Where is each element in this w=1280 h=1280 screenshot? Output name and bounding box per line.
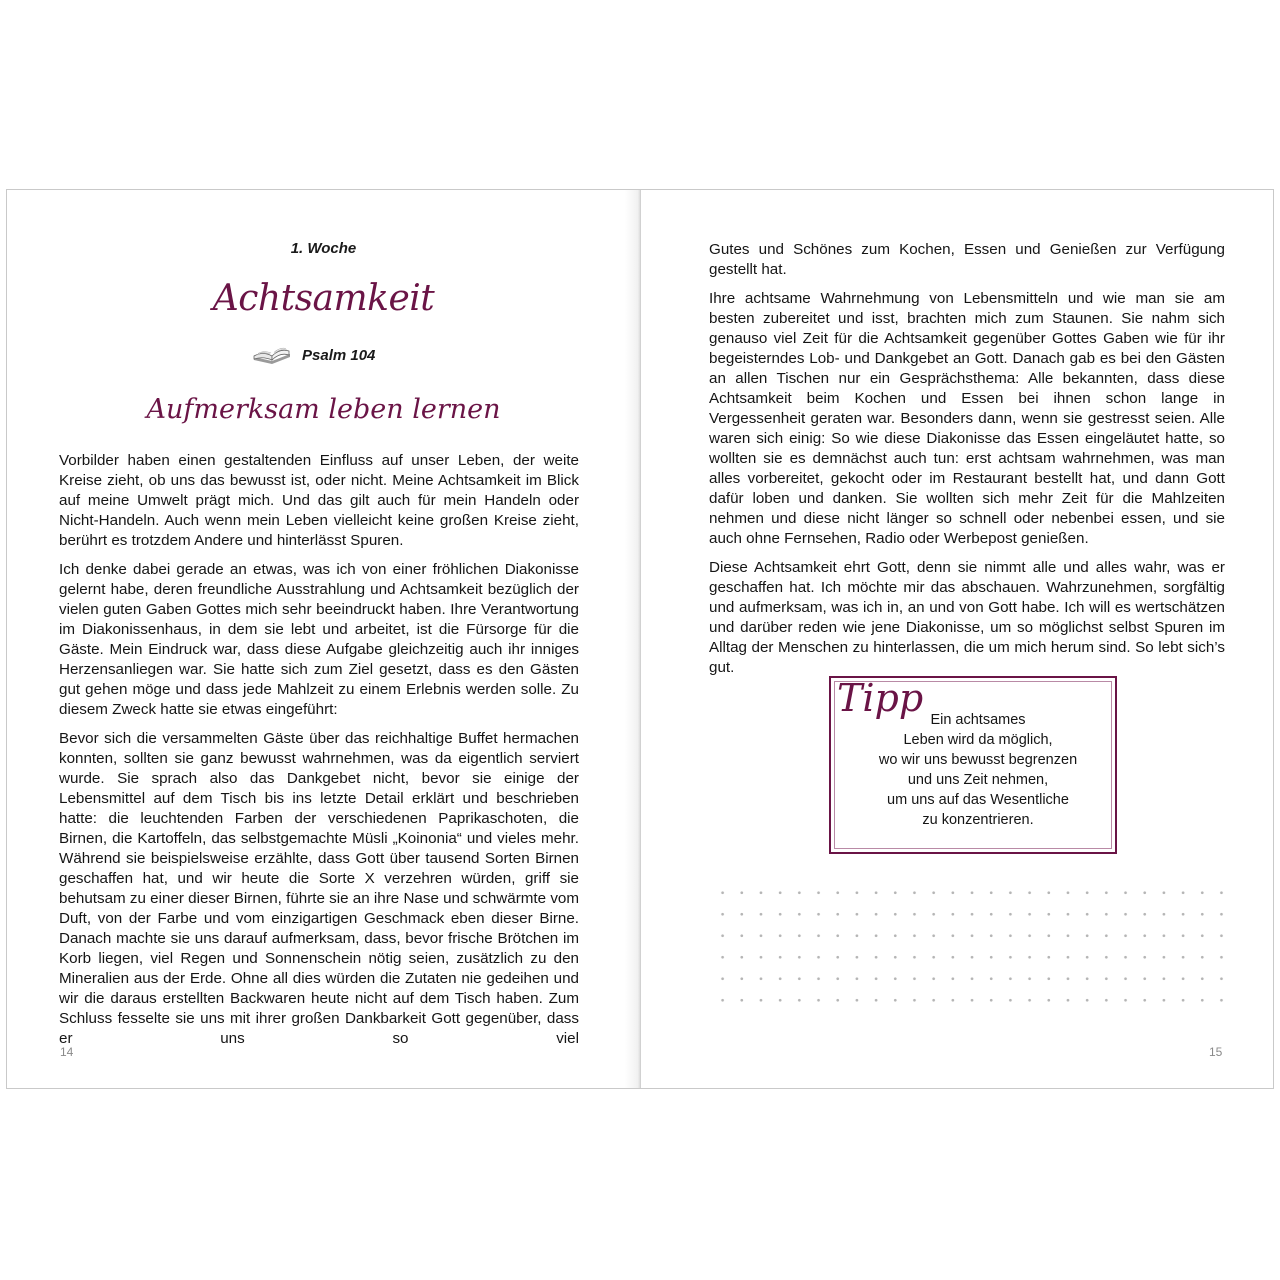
tip-line: Ein achtsames bbox=[930, 712, 1026, 728]
tip-line: zu konzentrieren. bbox=[922, 812, 1034, 828]
chapter-title: Achtsamkeit bbox=[212, 278, 435, 319]
tip-box bbox=[829, 676, 1117, 854]
paragraph: Diese Achtsamkeit ehrt Gott, denn sie nimmt alle und alles wahr, was er geschaffen hat. Ich möchte mir das abschauen. Wahrzunehmen, sorgfältig und aufmerksam, was ich in, an und von Gott habe. Ich will es wertschätzen und darüber reden wie jene Diakonisse, um so möglichst selbst Spuren im Alltag der Menschen zu hinterlassen, die um mich herum sind. So lebt sich’s gut. bbox=[709, 559, 1225, 676]
tip-line: und uns Zeit nehmen, bbox=[907, 772, 1049, 788]
book-spread bbox=[6, 189, 1274, 1089]
open-book-icon bbox=[252, 342, 292, 369]
chapter-subtitle: Aufmerksam leben lernen bbox=[146, 394, 501, 425]
dot-grid-notes-area bbox=[713, 882, 1231, 1012]
week-label: 1. Woche bbox=[290, 240, 357, 257]
left-body bbox=[59, 451, 579, 1058]
right-body bbox=[709, 240, 1225, 687]
right-page bbox=[641, 190, 1273, 1088]
paragraph: Ihre achtsame Wahrnehmung von Lebensmitteln und wie man sie am besten zubereitet und isst, brachten mich zum Staunen. Sie nahm sich genauso viel Zeit für die Achtsamkeit gegenüber Gottes Gaben wie für ihr begeisterndes Lob- und Dankgebet an Gott. Danach gab es bei den Gästen an allen Tischen nur ein Gesprächsthema: Alle bekannten, dass diese Achtsamkeit beim Kochen und Essen bei ihnen schon lange in Vergessenheit geraten war. Besonders dann, wenn sie gestresst seien. Alle waren sich einig: So wie diese Diakonisse das Essen eingeläutet hatte, so wollten sie es demnächst auch tun: erst achtsam wahrnehmen, was man alles vorbereitet, gekocht oder im Restaurant bestellt hat, und dann Gott dafür loben und danken. Sie wollten sich mehr Zeit für die Mahlzeiten nehmen und diese nicht länger so schnell oder nebenbei essen, und sie auch ohne Fernsehen, Radio oder Werbepost genießen. bbox=[709, 290, 1225, 547]
page-number-right: 15 bbox=[1209, 1045, 1223, 1059]
tip-text bbox=[851, 710, 1105, 830]
tip-line: um uns auf das Wesentliche bbox=[887, 792, 1069, 808]
page-number-left: 14 bbox=[60, 1045, 74, 1059]
psalm-label: Psalm 104 bbox=[302, 346, 376, 364]
tip-line: Leben wird da möglich, bbox=[903, 732, 1053, 748]
tip-heading: Tipp bbox=[837, 676, 924, 720]
psalm-reference bbox=[252, 342, 375, 368]
paragraph: Ich denke dabei gerade an etwas, was ich von einer fröhlichen Diakonisse gelernt habe, deren freundliche Ausstrahlung und Achtsamkeit bezüglich der vielen guten Gaben Gottes mich sehr beeindruckt haben. Ihre Verantwortung im Diakonissenhaus, in dem sie lebt und arbeitet, ist die Fürsorge für die Gäste. Mein Eindruck war, dass diese Aufgabe gleichzeitig auch ihr inniges Herzensanliegen war. Sie hatte sich zum Ziel gesetzt, dass es den Gästen gut gehen möge und dass jede Mahlzeit zu einem Erlebnis werden solle. Zu diesem Zweck hatte sie etwas eingeführt: bbox=[59, 561, 579, 718]
tip-line: wo wir uns bewusst begrenzen bbox=[878, 752, 1078, 768]
left-page bbox=[7, 190, 640, 1088]
paragraph: Vorbilder haben einen gestaltenden Einfluss auf unser Leben, der weite Kreise zieht, ob uns das bewusst ist, oder nicht. Meine Achtsamkeit im Blick auf meine Umwelt prägt mich. Und das gilt auch für mein Handeln oder Nicht-Handeln. Auch wenn mein Leben vielleicht keine großen Kreise zieht, berührt es trotzdem Andere und hinterlässt Spuren. bbox=[59, 452, 579, 549]
paragraph: Bevor sich die versammelten Gäste über das reichhaltige Buffet hermachen konnten, sollten sie ganz bewusst wahrnehmen, was da eigentlich serviert wurde. Sie sprach also das Dankgebet nicht, bevor sie einige der Lebensmittel auf dem Tisch bis ins letzte Detail erklärt und beschrieben hatte: die leuchtenden Farben der verschiedenen Paprikaschoten, die Birnen, die Kartoffeln, das selbstgemachte Müsli „Koinonia“ und vieles mehr. Während sie beispielsweise erzählte, dass Gott über tausend Sorten Birnen geschaffen hat, und wir heute die Sorte X verzehren würden, griff sie behutsam zu einer dieser Birnen, führte sie an ihre Nase und schwärmte vom Duft, von der Farbe und vom einzigartigen Geschmack eben dieser Birne. Danach machte sie uns darauf aufmerksam, dass, bevor frische Brötchen im Korb liegen, viel Regen und Sonnenschein nötig seien, zusätzlich zu den Mineralien aus der Erde. Ohne all dies würden die Zutaten nie gedeihen und wir die daraus erstellten Backwaren heute nicht auf dem Tisch haben. Zum Schluss fesselte sie uns mit ihrer großen Dankbarkeit Gott gegenüber, dass er uns so viel bbox=[59, 730, 580, 1047]
paragraph: Gutes und Schönes zum Kochen, Essen und Genießen zur Verfügung gestellt hat. bbox=[709, 241, 1225, 278]
